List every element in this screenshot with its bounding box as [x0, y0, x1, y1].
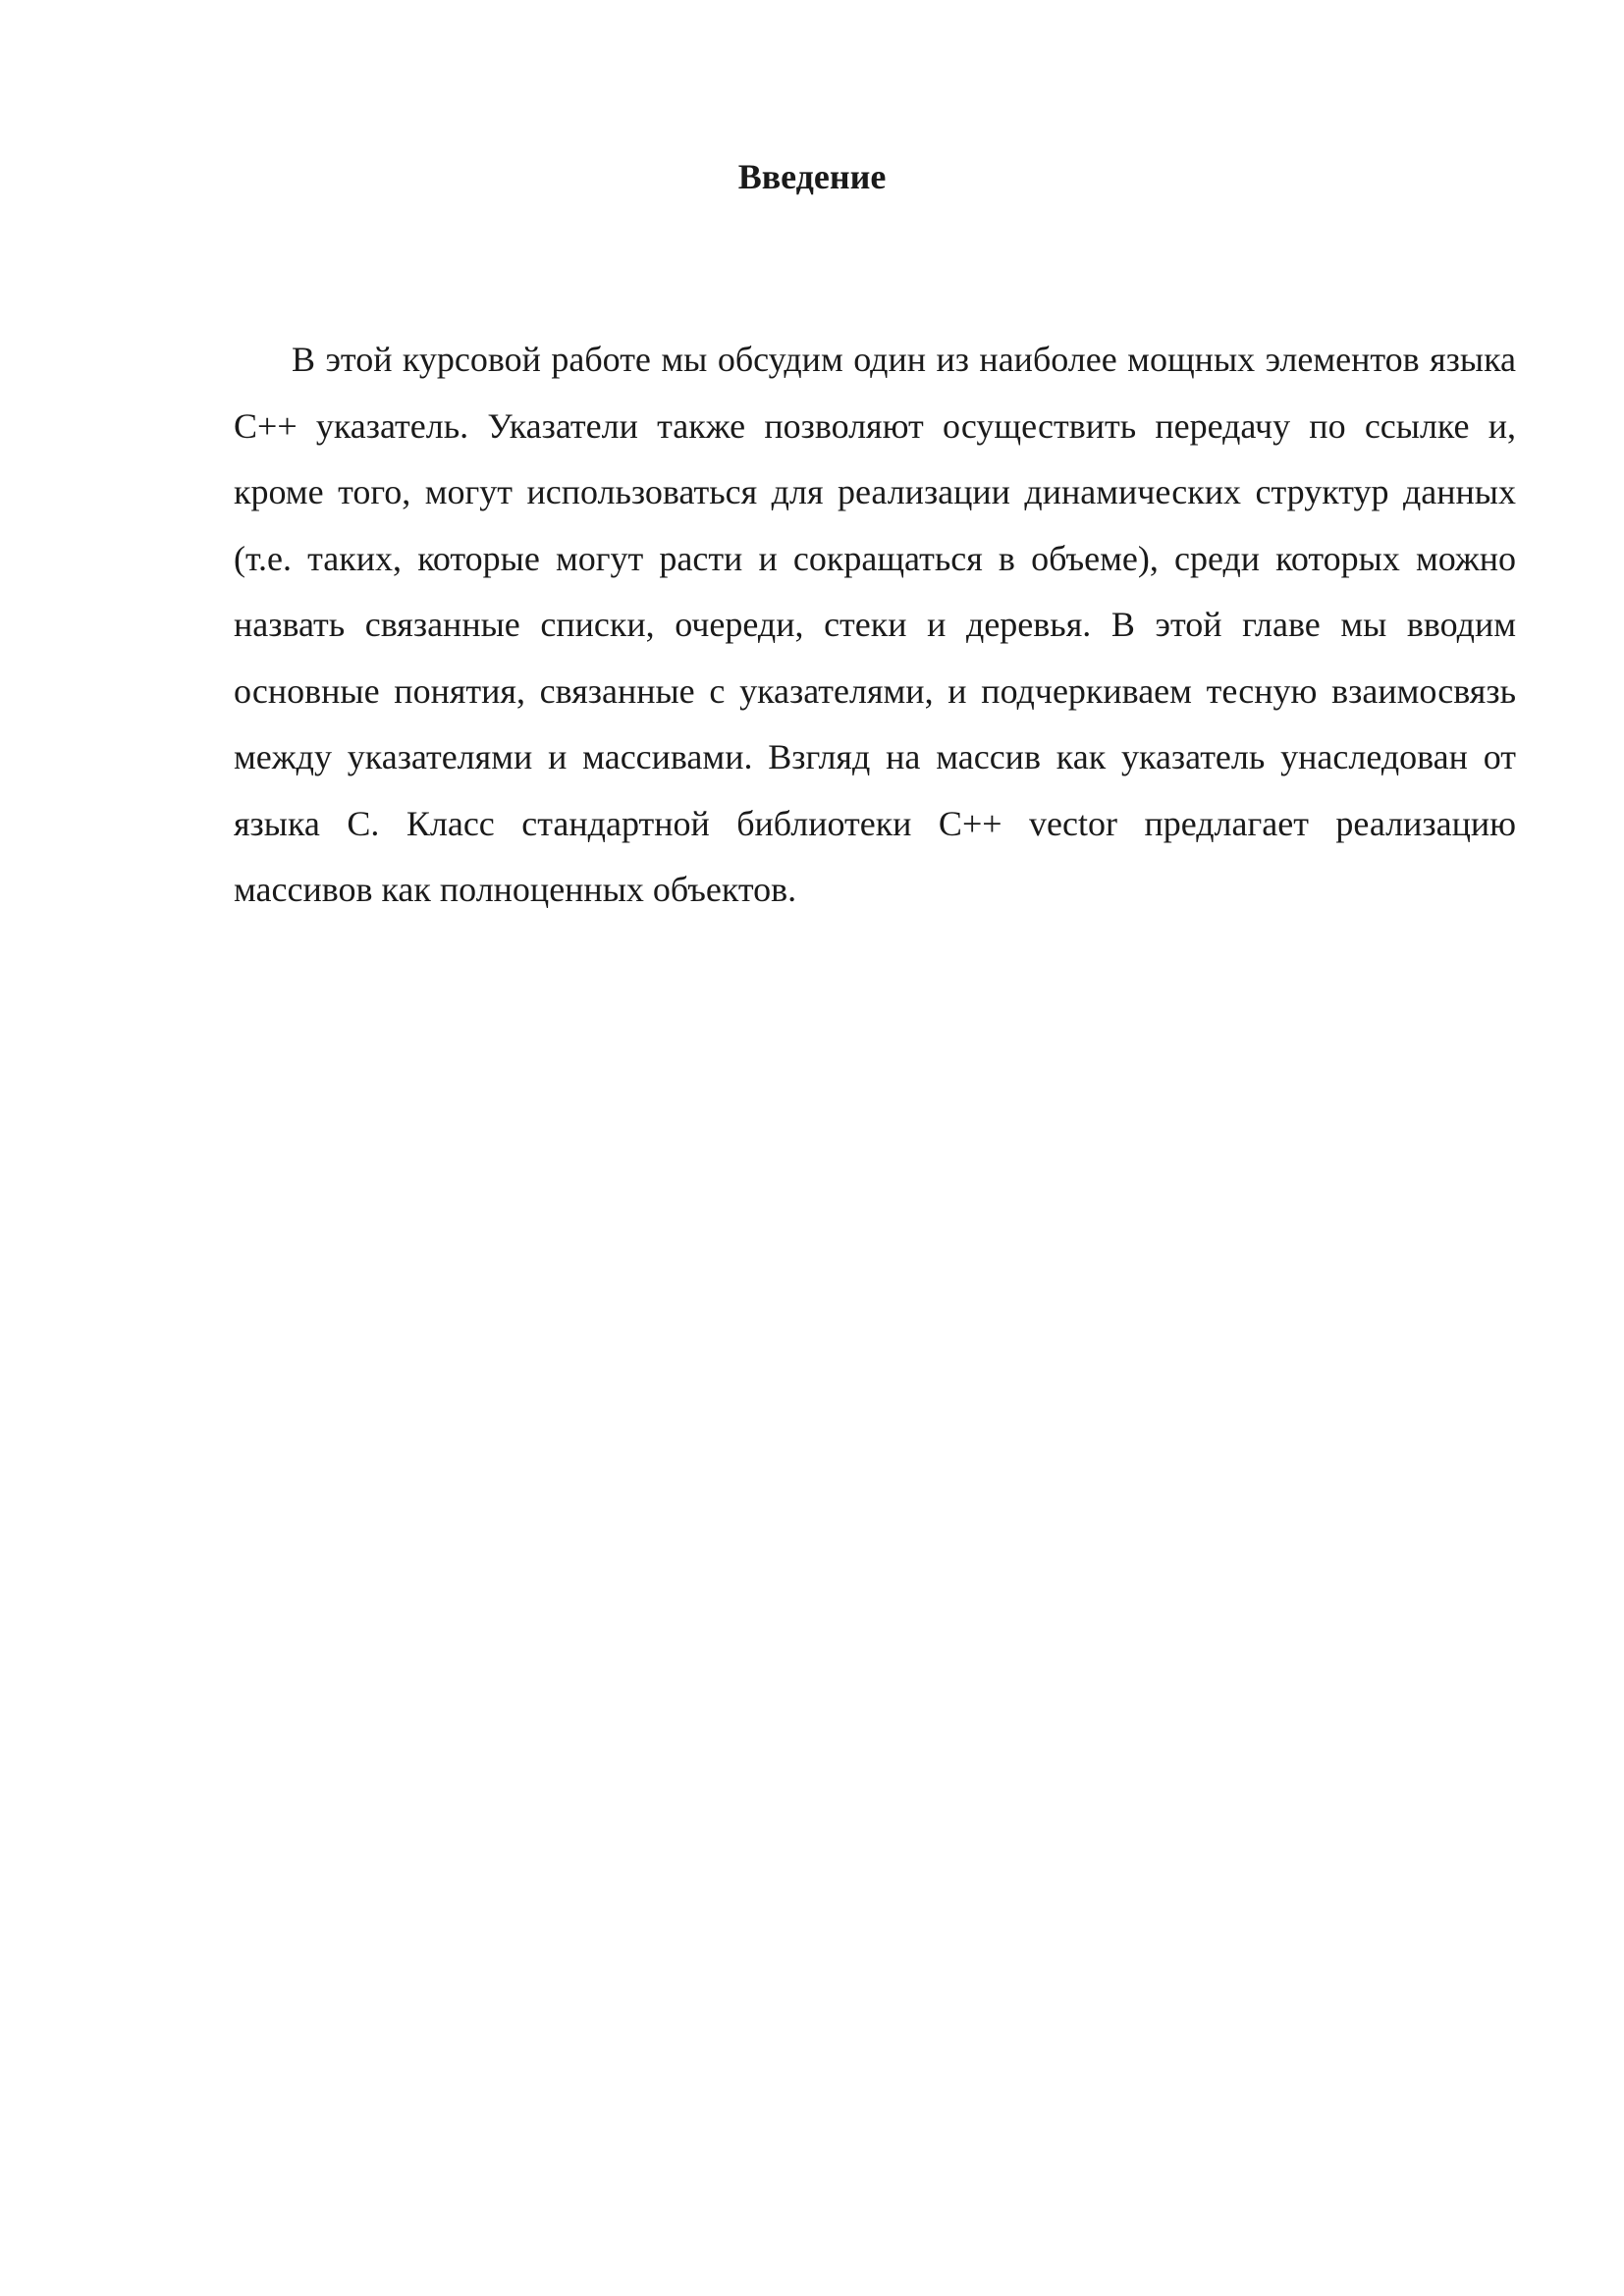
page-title: Введение — [737, 157, 887, 196]
body-paragraph: В этой курсовой работе мы обсудим один из наиболее мощных элементов языка С++ указатель. Указатели также позволяют осуществить передачу по ссылке и, кроме того, могут использоваться для реализации динамических структур данных (т.е. таких, которые могут расти и сокращаться в объеме), среди которых можно назвать связанные списки, очереди, стеки и деревья. В этой главе мы вводим основные понятия, связанные с указателями, и подчеркиваем тесную взаимосвязь между указателями и массивами. Взгляд на массив как указатель унаследован от языка С. Класс стандартной библиотеки С++ vector предлагает реализацию массивов как полноценных объектов. — [234, 340, 1516, 909]
